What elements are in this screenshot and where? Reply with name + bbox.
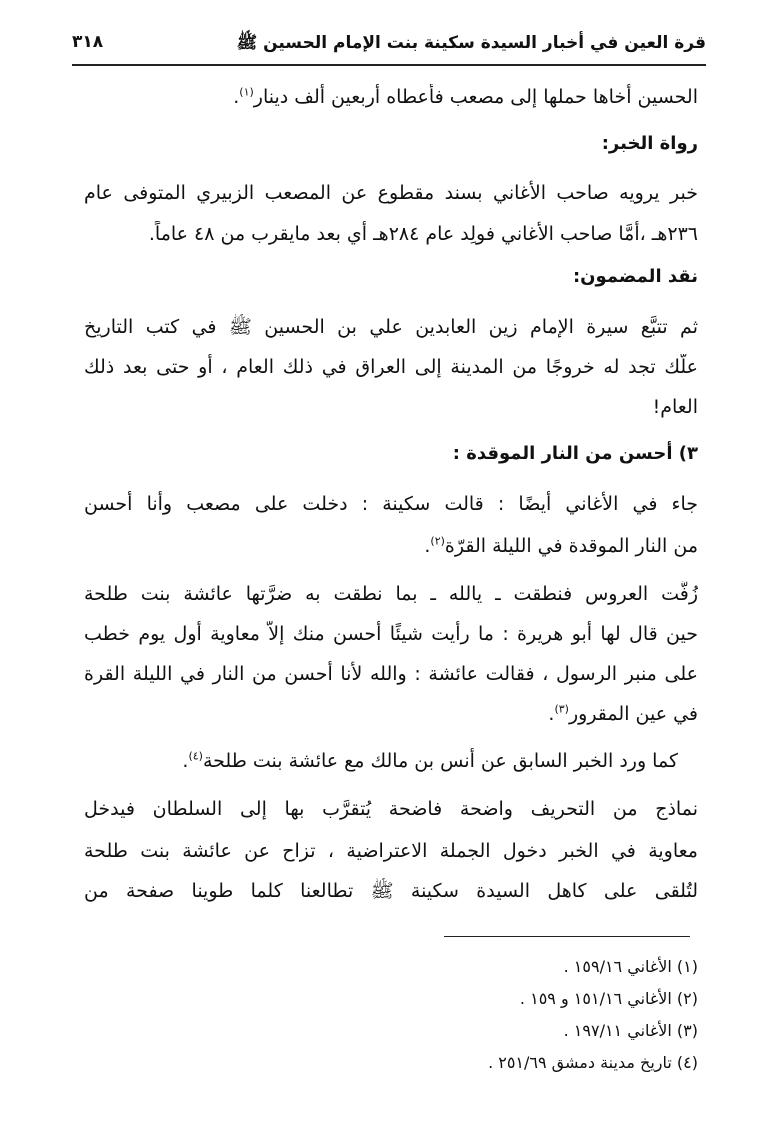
paragraph-3-line-1: ثم تتبَّع سيرة الإمام زين العابدين علي بن الحسين ﷺ في كتب التاريخ — [84, 316, 698, 338]
paragraph-5-line-1: زُفَّت العروس فنطقت ـ يالله ـ بما نطقت به ضرَّتها عائشة بنت طلحة — [84, 583, 698, 605]
text: من النار الموقدة في الليلة القرّة — [444, 535, 698, 557]
footnote-ref-4: (٤) — [188, 749, 203, 763]
footnote-ref-3: (٣) — [554, 702, 569, 716]
footnote-1: (١) الأغاني ١٥٩/١٦ . — [563, 957, 698, 976]
footnote-ref-2: (٢) — [430, 534, 445, 548]
text: كما ورد الخبر السابق عن أنس بن مالك مع عائشة بنت طلحة — [202, 750, 678, 772]
paragraph-2-line-1: خبر يرويه صاحب الأغاني بسند مقطوع عن المصعب الزبيري المتوفى عام — [84, 182, 698, 204]
paragraph-7-line-3: لتُلقى على كاهل السيدة سكينة ﷺ تطالعنا كلما طوينا صفحة من — [84, 880, 698, 902]
heading-narrators: رواة الخبر: — [601, 133, 698, 154]
header-title: قرة العين في أخبار السيدة سكينة بنت الإمام الحسين ﷺ — [236, 33, 706, 53]
paragraph-5-line-2: حين قال لها أبو هريرة : ما رأيت شيئًا أحسن منك إلاّ معاوية أول يوم خطب — [84, 623, 698, 645]
paragraph-7-line-1: نماذج من التحريف واضحة فاضحة يُتقرَّب بها إلى السلطان فيدخل — [84, 798, 698, 820]
text: الحسين أخاها حملها إلى مصعب فأعطاه أربعين ألف دينار — [253, 86, 698, 108]
period: . — [548, 703, 555, 725]
period: . — [182, 750, 189, 772]
footnote-3: (٣) الأغاني ١٩٧/١١ . — [563, 1021, 698, 1040]
heading-section-3: ٣) أحسن من النار الموقدة : — [452, 443, 698, 464]
paragraph-3-line-3: العام! — [652, 396, 698, 418]
period: . — [233, 86, 240, 108]
paragraph-5-line-4 — [84, 701, 698, 727]
footnote-ref-1: (١) — [239, 85, 254, 99]
paragraph-5-line-3: على منبر الرسول ، فقالت عائشة : والله لأنا أحسن من النار في الليلة القرة — [84, 663, 698, 685]
period: . — [424, 535, 431, 557]
heading-content-critique: نقد المضمون: — [572, 266, 698, 287]
footnote-2: (٢) الأغاني ١٥١/١٦ و ١٥٩ . — [519, 989, 698, 1008]
running-header — [72, 28, 706, 66]
paragraph-2-line-2: ٢٣٦هـ ،أمَّا صاحب الأغاني فولِد عام ٢٨٤هـ أي بعد مايقرب من ٤٨ عاماً. — [148, 223, 698, 245]
footnote-4: (٤) تاريخ مدينة دمشق ٢٥١/٦٩ . — [488, 1053, 698, 1072]
paragraph-4-line-1: جاء في الأغاني أيضًا : قالت سكينة : دخلت على مصعب وأنا أحسن — [84, 493, 698, 515]
paragraph-4-line-2 — [84, 533, 698, 559]
paragraph-7-line-2: معاوية في الخبر دخول الجملة الاعتراضية ، تزاح عن عائشة بنت طلحة — [84, 840, 698, 862]
footnote-separator — [444, 936, 690, 937]
paragraph-6-line-1 — [84, 748, 678, 774]
text: في عين المقرور — [568, 703, 698, 725]
page-number: ٣١٨ — [72, 32, 104, 52]
paragraph-3-line-2: علَّك تجد له خروجًا من المدينة إلى العراق في ذلك العام ، أو حتى بعد ذلك — [84, 356, 698, 378]
paragraph-1-line-1 — [84, 84, 698, 110]
